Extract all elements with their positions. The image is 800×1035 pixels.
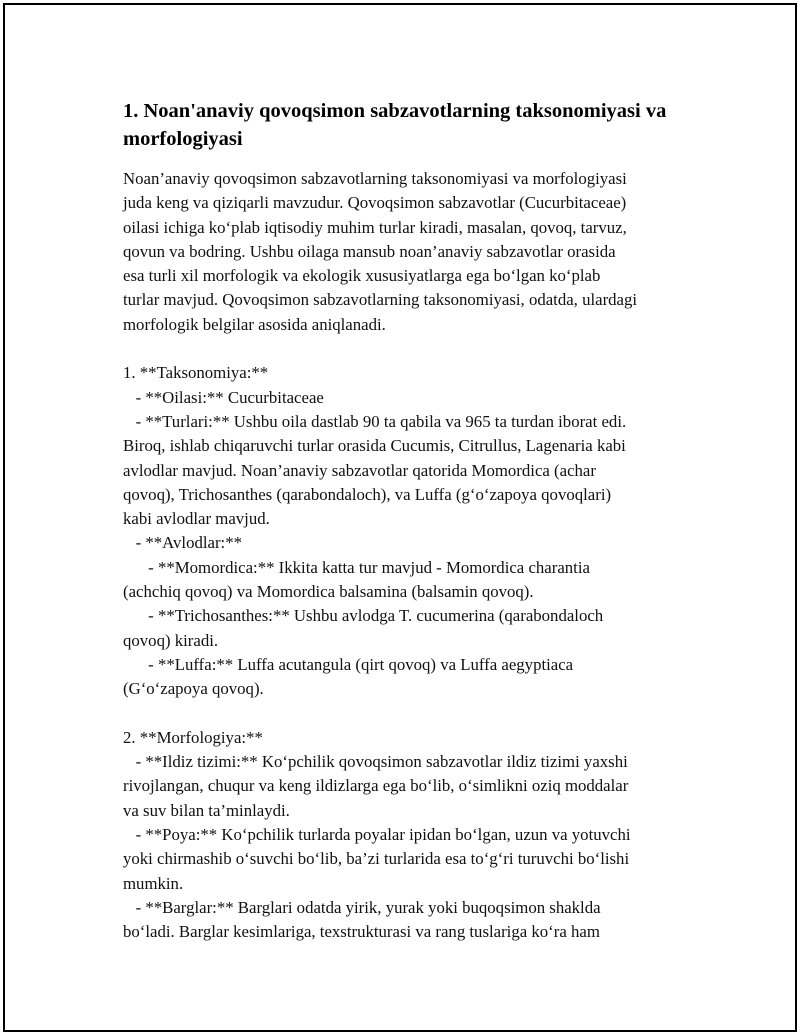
- body-line: bo‘ladi. Barglar kesimlariga, texstrukturasi va rang tuslariga ko‘ra ham: [123, 922, 600, 942]
- title-line: morfologiyasi: [123, 128, 243, 150]
- body-line: morfologik belgilar asosida aniqlanadi.: [123, 314, 386, 334]
- body-line: - **Poya:** Ko‘pchilik turlarda poyalar ipidan bo‘lgan, uzun va yotuvchi: [123, 825, 631, 845]
- body-line: - **Momordica:** Ikkita katta tur mavjud - Momordica charantia: [123, 557, 590, 577]
- body-line: Biroq, ishlab chiqaruvchi turlar orasida Cucumis, Citrullus, Lagenaria kabi: [123, 436, 626, 456]
- body-line: juda keng va qiziqarli mavzudur. Qovoqsimon sabzavotlar (Cucurbitaceae): [123, 193, 627, 213]
- body-line: esa turli xil morfologik va ekologik xususiyatlarga ega bo‘lgan ko‘plab: [123, 266, 601, 286]
- body-line: (G‘o‘zapoya qovoq).: [123, 679, 264, 699]
- body-line: - **Luffa:** Luffa acutangula (qirt qovoq) va Luffa aegyptiaca: [123, 654, 574, 674]
- body-line: va suv bilan ta’minlaydi.: [123, 800, 290, 820]
- document-content: [123, 97, 693, 945]
- body-line: - **Ildiz tizimi:** Ko‘pchilik qovoqsimon sabzavotlar ildiz tizimi yaxshi: [123, 752, 628, 772]
- body-line: avlodlar mavjud. Noan’anaviy sabzavotlar qatorida Momordica (achar: [123, 460, 596, 480]
- body-line: mumkin.: [123, 873, 184, 893]
- body-line: - **Oilasi:** Cucurbitaceae: [123, 387, 324, 407]
- body-line: 2. **Morfologiya:**: [123, 727, 263, 747]
- title-line: 1. Noan'anaviy qovoqsimon sabzavotlarning taksonomiyasi va: [123, 100, 667, 122]
- document-body: [123, 167, 693, 945]
- blank-line: [123, 337, 693, 361]
- body-line: - **Avlodlar:**: [123, 533, 243, 553]
- body-line: qovoq) kiradi.: [123, 630, 219, 650]
- body-line: - **Turlari:** Ushbu oila dastlab 90 ta qabila va 965 ta turdan iborat edi.: [123, 411, 627, 431]
- document-title: [123, 97, 693, 153]
- body-line: - **Barglar:** Barglari odatda yirik, yurak yoki buqoqsimon shaklda: [123, 897, 601, 917]
- page-frame: [3, 3, 797, 1032]
- body-line: 1. **Taksonomiya:**: [123, 363, 269, 383]
- body-line: turlar mavjud. Qovoqsimon sabzavotlarning taksonomiyasi, odatda, ulardagi: [123, 290, 638, 310]
- body-line: qovoq), Trichosanthes (qarabondaloch), va Luffa (g‘o‘zapoya qovoqlari): [123, 484, 612, 504]
- body-line: oilasi ichiga ko‘plab iqtisodiy muhim turlar kiradi, masalan, qovoq, tarvuz,: [123, 217, 627, 237]
- body-line: - **Trichosanthes:** Ushbu avlodga T. cucumerina (qarabondaloch: [123, 606, 604, 626]
- body-line: qovun va bodring. Ushbu oilaga mansub noan’anaviy sabzavotlar orasida: [123, 241, 616, 261]
- body-line: (achchiq qovoq) va Momordica balsamina (balsamin qovoq).: [123, 582, 534, 602]
- body-line: kabi avlodlar mavjud.: [123, 509, 270, 529]
- body-line: rivojlangan, chuqur va keng ildizlarga ega bo‘lib, o‘simlikni oziq moddalar: [123, 776, 629, 796]
- body-line: Noan’anaviy qovoqsimon sabzavotlarning taksonomiyasi va morfologiyasi: [123, 169, 627, 188]
- blank-line: [123, 702, 693, 726]
- body-line: yoki chirmashib o‘suvchi bo‘lib, ba’zi turlarida esa to‘g‘ri turuvchi bo‘lishi: [123, 849, 630, 869]
